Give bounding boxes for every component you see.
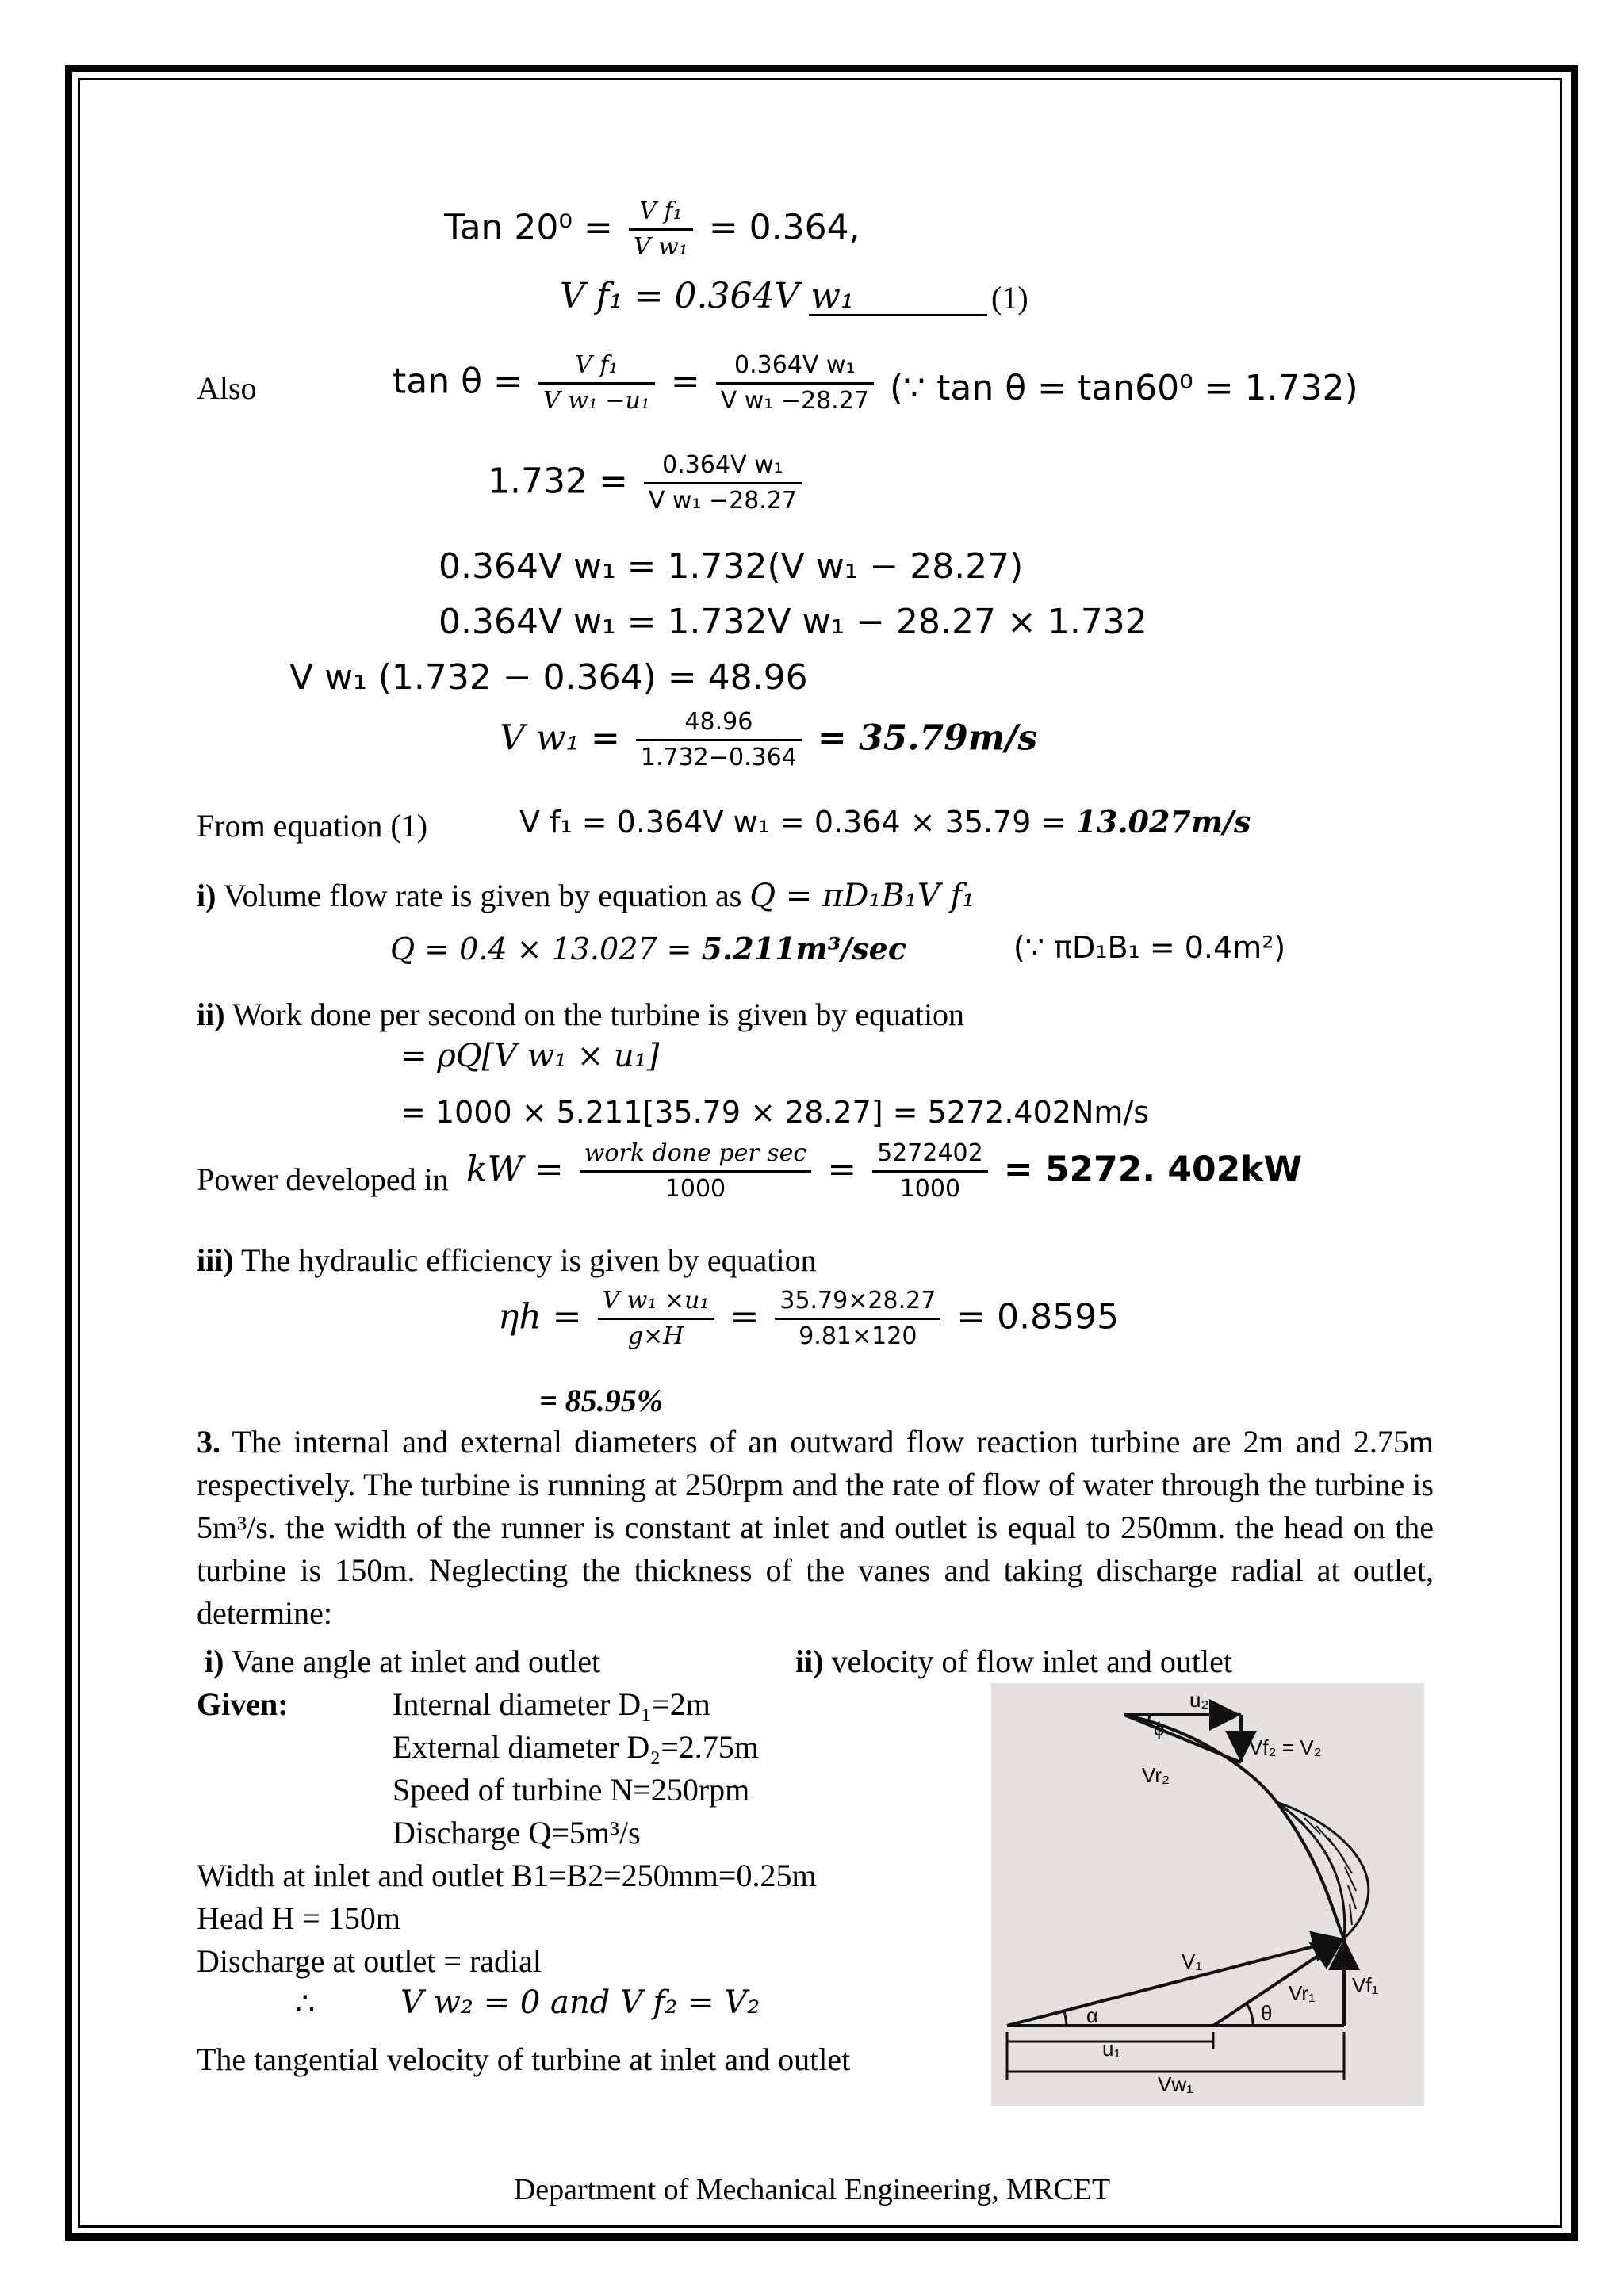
vf1-definition: V f₁ = 0.364V w₁ (560, 276, 855, 316)
equation-1732: 1.732 = $\frac{\text{0.364V w₁}}{\text{V w₁ −28.27}}$ (488, 453, 806, 513)
label-vf2-v2: Vf₂ = V₂ (1249, 1735, 1322, 1759)
label-alpha: α (1086, 2003, 1099, 2027)
equation-number-1: (1) (991, 280, 1028, 316)
label-vr2: Vr₂ (1142, 1763, 1170, 1787)
given-width: Width at inlet and outlet B1=B2=250mm=0.25m (197, 1858, 817, 1893)
also-label: Also (197, 370, 257, 406)
part-ii-line: ii) Work done per second on the turbine is given by equation (197, 997, 965, 1032)
label-theta: θ (1261, 2001, 1273, 2025)
part-i-line: i) Volume flow rate is given by equation as Q = πD₁B₁V f₁ (197, 878, 975, 914)
q-note: (∵ πD₁B₁ = 0.4m²) (1013, 930, 1286, 965)
label-phi: ϕ (1154, 1719, 1165, 1740)
label-v1: V₁ (1182, 1950, 1203, 1973)
question-i: i) Vane angle at inlet and outlet (205, 1644, 601, 1679)
velocity-triangle-figure (991, 1683, 1424, 2106)
given-head: Head H = 150m (197, 1900, 400, 1936)
label-vf1: Vf₁ (1352, 1973, 1379, 1997)
power-equation: kW = $\frac{\text{work done per sec}}{1000}$ = $\frac{5272402}{1000}$ = 5272. 402kW (466, 1139, 1303, 1203)
tangential-velocity-text: The tangential velocity of turbine at inlet and outlet (197, 2042, 851, 2077)
vr1-arrow (1213, 1938, 1344, 2026)
equation-line-c: V w₁ (1.732 − 0.364) = 48.96 (289, 657, 808, 698)
from-equation-label: From equation (1) (197, 808, 428, 844)
work-calculation: = 1000 × 5.211[35.79 × 28.27] = 5272.402Nm/s (400, 1095, 1149, 1130)
work-formula: = ρQ[V w₁ × u₁] (400, 1038, 660, 1074)
label-u2: u₂ (1189, 1688, 1209, 1712)
label-u1: u₁ (1102, 2037, 1121, 2061)
outlet-condition: V w₂ = 0 and V f₂ = V₂ (400, 1984, 760, 2021)
equation-line-b: 0.364V w₁ = 1.732V w₁ − 28.27 × 1.732 (439, 602, 1147, 642)
equation-line-a: 0.364V w₁ = 1.732(V w₁ − 28.27) (439, 546, 1024, 587)
label-vw1: Vw₁ (1158, 2072, 1193, 2096)
velocity-triangle-diagram (991, 1683, 1424, 2106)
vw1-result: V w₁ = $\frac{48.96}{1.732-0.364}$ = 35.79m/s (500, 708, 1038, 771)
equation-blank-line (809, 314, 987, 316)
efficiency-percent: = 85.95% (539, 1383, 664, 1418)
given-discharge-outlet: Discharge at outlet = radial (197, 1943, 542, 1979)
given-speed: Speed of turbine N=250rpm (393, 1772, 750, 1808)
given-discharge: Discharge Q=5m³/s (393, 1815, 641, 1850)
given-internal-diameter: Internal diameter D₁=2m (393, 1686, 710, 1722)
efficiency-equation: ηh = $\frac{\text{V w₁ ×u₁}}{g\times H}$ = $\frac{35.79\times 28.27}{9.81\times 120}$ = 0.8595 (498, 1287, 1120, 1350)
problem-3-statement: 3. The internal and external diameters of an outward flow reaction turbine are 2m and 2.75m respectively. The turbine is running at 250rpm and the rate of flow of water through the turbine is 5m³/s. the width of the runner is constant at inlet and outlet is equal to 250mm. the head on the turbine is 150m. Neglecting the thickness of the vanes and taking discharge radial at outlet, determine: (197, 1424, 1434, 1631)
power-label: Power developed in (197, 1161, 449, 1197)
part-iii-line: iii) The hydraulic efficiency is given by equation (197, 1242, 817, 1278)
question-ii: ii) velocity of flow inlet and outlet (795, 1644, 1232, 1679)
q-calculation: Q = 0.4 × 13.027 = 5.211m³/sec (390, 931, 906, 966)
tan-theta-note: (∵ tan θ = tan60⁰ = 1.732) (890, 368, 1358, 408)
tan-theta-equation: tan θ = $\frac{\text{V f₁}}{\text{V w₁ −u₁}}$ = $\frac{\text{0.364V w₁}}{\text{V w₁ −28.27}}$ (393, 354, 879, 413)
therefore-symbol: ∴ (295, 1986, 316, 2022)
given-label: Given: (197, 1686, 289, 1722)
tan20-equation: Tan 20⁰ = $\frac{\text{V f₁}}{\text{V w₁}}$ = 0.364, (444, 197, 860, 261)
vf1-calculation: V f₁ = 0.364V w₁ = 0.364 × 35.79 = 13.027m/s (519, 804, 1251, 840)
vane-hatching (1293, 1814, 1356, 1925)
label-vr1: Vr₁ (1289, 1981, 1316, 2005)
page-footer: Department of Mechanical Engineering, MRCET (513, 2173, 1111, 2206)
given-external-diameter: External diameter D₂=2.75m (393, 1729, 759, 1765)
